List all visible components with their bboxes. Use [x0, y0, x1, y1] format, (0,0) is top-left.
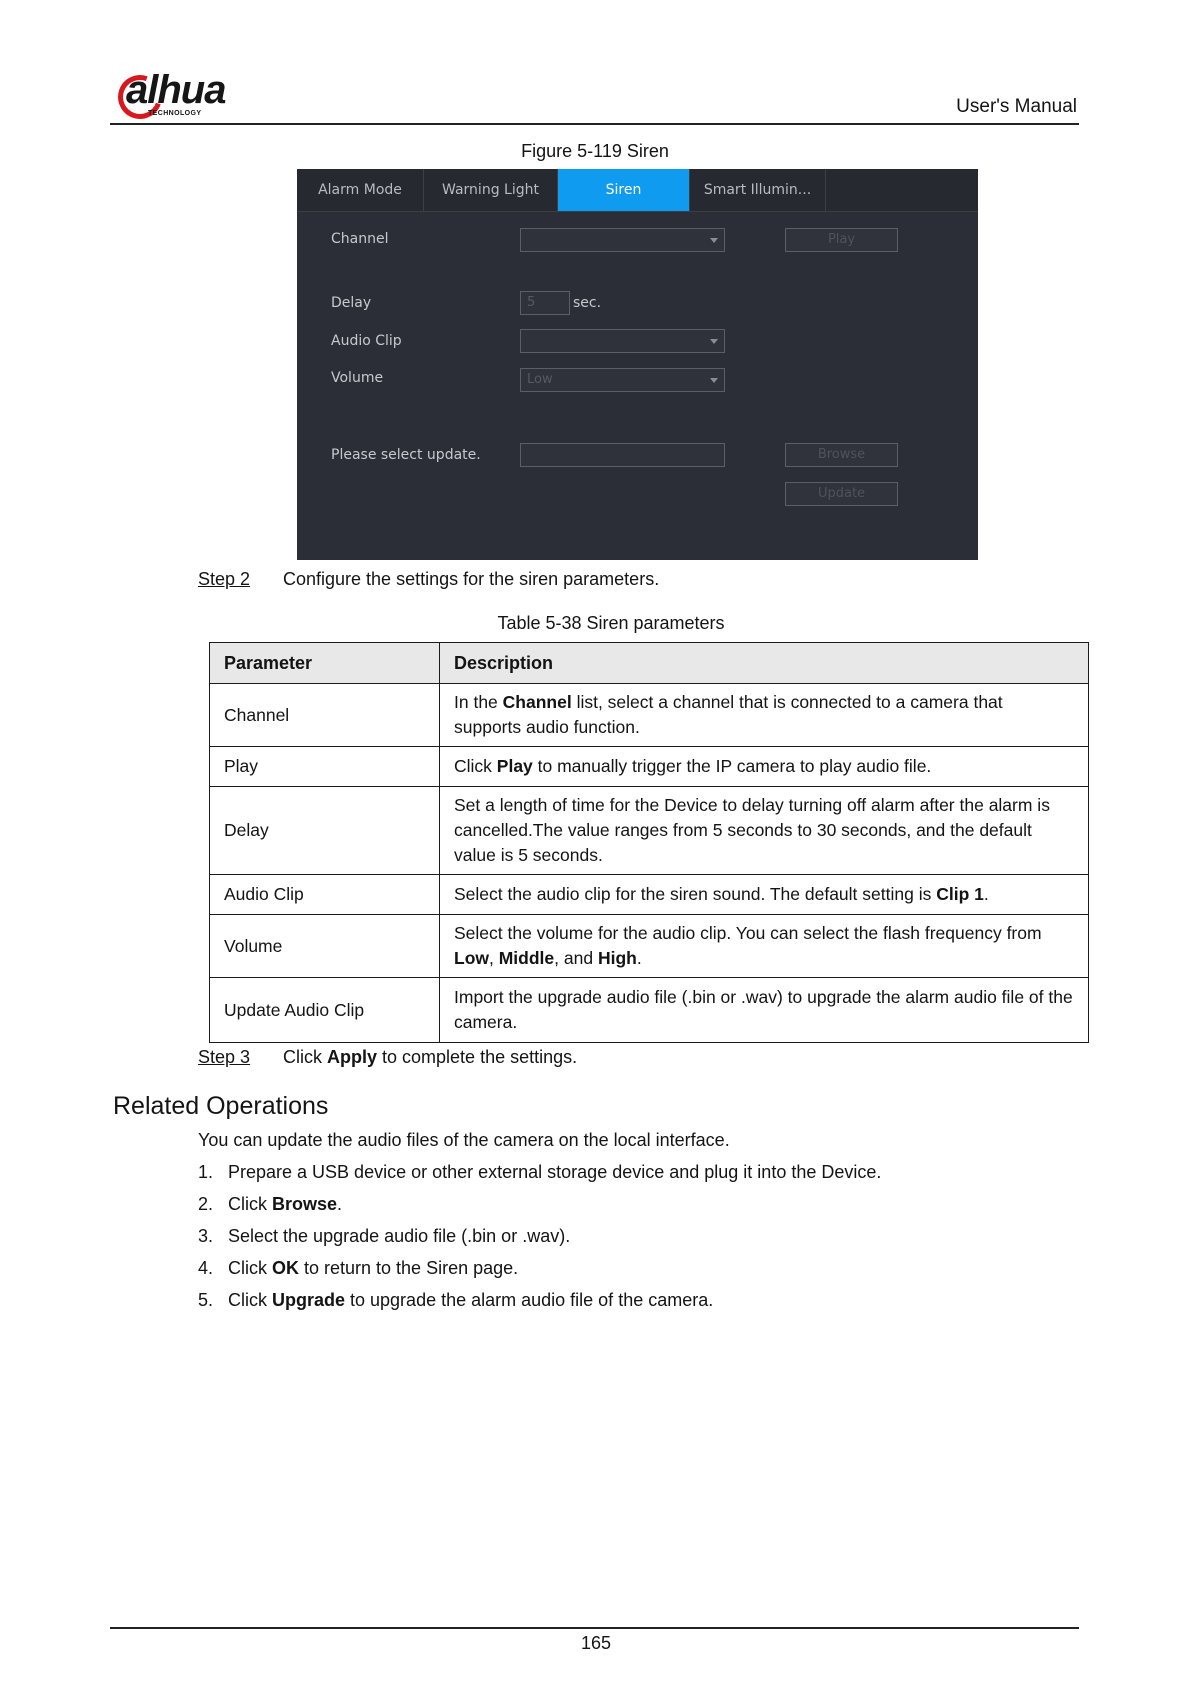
- item-text: to upgrade the alarm audio file of the camera.: [345, 1290, 714, 1310]
- description-bold-text: Channel: [502, 692, 572, 712]
- caret-down-icon: [710, 339, 718, 344]
- volume-select[interactable]: [520, 368, 725, 392]
- table-row: [210, 915, 1089, 978]
- brand-logo: [116, 66, 258, 122]
- tab-alarm-mode[interactable]: Alarm Mode: [297, 169, 424, 211]
- delay-unit: sec.: [573, 295, 602, 311]
- description-text: Click: [454, 756, 497, 776]
- channel-select[interactable]: [520, 228, 725, 252]
- header-divider: [110, 123, 1079, 125]
- browse-button[interactable]: Browse: [785, 443, 898, 467]
- volume-select-value: Low: [527, 372, 553, 387]
- caret-down-icon: [710, 378, 718, 383]
- table-header-row: [210, 643, 1089, 684]
- figure-caption: Figure 5-119 Siren: [521, 141, 669, 161]
- tab-smart-illumination[interactable]: Smart Illumin...: [690, 169, 826, 211]
- update-button[interactable]: Update: [785, 482, 898, 506]
- item-text: to return to the Siren page.: [299, 1258, 519, 1278]
- list-item: [198, 1220, 1192, 1252]
- description-cell: [440, 978, 1089, 1043]
- step-label: Step 3: [198, 1047, 251, 1067]
- description-cell: [440, 787, 1089, 875]
- section-heading: Related Operations: [113, 1092, 329, 1120]
- description-bold-text: Low: [454, 948, 489, 968]
- item-bold-text: OK: [272, 1258, 299, 1278]
- description-text: Import the upgrade audio file (.bin or .wav) to upgrade the alarm audio file of the camera.: [454, 987, 1073, 1032]
- item-text: .: [337, 1194, 343, 1214]
- parameter-cell: Delay: [210, 787, 440, 875]
- parameter-cell: Update Audio Clip: [210, 978, 440, 1043]
- step-text: to complete the settings.: [377, 1047, 578, 1067]
- table-row: [210, 684, 1089, 747]
- item-number: 3.: [198, 1226, 214, 1246]
- step-2: [198, 567, 659, 591]
- table-row: [210, 978, 1089, 1043]
- tab-warning-light[interactable]: Warning Light: [424, 169, 558, 211]
- logo-text: alhua: [126, 68, 226, 112]
- description-text: , and: [554, 948, 598, 968]
- description-text: ,: [489, 948, 499, 968]
- description-bold-text: High: [597, 948, 637, 968]
- caret-down-icon: [710, 238, 718, 243]
- table-row: [210, 747, 1089, 787]
- item-text: Prepare a USB device or other external storage device and plug it into the Device.: [228, 1162, 882, 1182]
- step-label: Step 2: [198, 569, 251, 589]
- description-text: Select the audio clip for the siren sound. The default setting is: [454, 884, 937, 904]
- description-text: In the: [454, 692, 503, 712]
- description-text: to manually trigger the IP camera to play audio file.: [532, 756, 932, 776]
- play-button[interactable]: Play: [785, 228, 898, 252]
- list-item: [198, 1252, 1192, 1284]
- siren-parameters-table: [209, 642, 1089, 1043]
- audio-clip-label: Audio Clip: [331, 333, 402, 349]
- procedure-list: [198, 1156, 1192, 1316]
- description-text: .: [636, 948, 642, 968]
- parameter-cell: Audio Clip: [210, 875, 440, 915]
- description-cell: [440, 747, 1089, 787]
- list-item: [198, 1156, 1192, 1188]
- description-text: .: [983, 884, 989, 904]
- item-number: 1.: [198, 1162, 214, 1182]
- description-text: list, select a channel that is connected to a camera that supports audio function.: [454, 692, 1003, 737]
- item-number: 5.: [198, 1290, 214, 1310]
- volume-label: Volume: [331, 370, 384, 386]
- description-text: Select the volume for the audio clip. You can select the flash frequency from: [454, 923, 1042, 943]
- parameter-cell: Volume: [210, 915, 440, 978]
- section-intro: You can update the audio files of the camera on the local interface.: [198, 1130, 730, 1150]
- table-row: [210, 875, 1089, 915]
- description-cell: [440, 684, 1089, 747]
- item-bold-text: Upgrade: [272, 1290, 346, 1310]
- item-text: Click: [228, 1258, 272, 1278]
- step-3: [198, 1045, 1192, 1069]
- delay-input[interactable]: 5: [520, 291, 570, 315]
- description-cell: [440, 915, 1089, 978]
- description-text: Set a length of time for the Device to delay turning off alarm after the alarm is cancelled.The value ranges from 5 seconds to 30 seconds, and the default value is 5 seconds.: [454, 795, 1050, 865]
- list-item: [198, 1284, 1192, 1316]
- content-flow: [0, 642, 1192, 1316]
- list-item: [198, 1188, 1192, 1220]
- step-bold-text: Apply: [327, 1047, 378, 1067]
- item-number: 4.: [198, 1258, 214, 1278]
- step-text: Click: [283, 1047, 327, 1067]
- delay-label: Delay: [331, 295, 372, 311]
- description-cell: [440, 875, 1089, 915]
- parameter-cell: Channel: [210, 684, 440, 747]
- channel-label: Channel: [331, 231, 389, 247]
- description-bold-text: Play: [496, 756, 533, 776]
- tab-bar: [297, 169, 978, 212]
- item-number: 2.: [198, 1194, 214, 1214]
- column-header-description: Description: [440, 643, 1089, 684]
- item-text: Click: [228, 1290, 272, 1310]
- document-title: User's Manual: [956, 96, 1077, 117]
- step-text: Configure the settings for the siren parameters.: [283, 569, 660, 589]
- item-text: Click: [228, 1194, 272, 1214]
- column-header-parameter: Parameter: [210, 643, 440, 684]
- table-row: [210, 787, 1089, 875]
- footer-divider: [110, 1627, 1079, 1629]
- siren-settings-panel: [297, 169, 978, 560]
- parameter-cell: Play: [210, 747, 440, 787]
- logo-tagline: TECHNOLOGY: [148, 110, 202, 117]
- item-bold-text: Browse: [272, 1194, 338, 1214]
- update-label: Please select update.: [331, 447, 481, 463]
- audio-clip-select[interactable]: [520, 329, 725, 353]
- update-file-input[interactable]: [520, 443, 725, 467]
- item-text: Select the upgrade audio file (.bin or .wav).: [228, 1226, 571, 1246]
- description-bold-text: Clip 1: [936, 884, 984, 904]
- page-number: 165: [580, 1633, 612, 1653]
- tab-siren[interactable]: Siren: [558, 169, 690, 211]
- description-bold-text: Middle: [498, 948, 555, 968]
- table-caption: Table 5-38 Siren parameters: [497, 613, 725, 633]
